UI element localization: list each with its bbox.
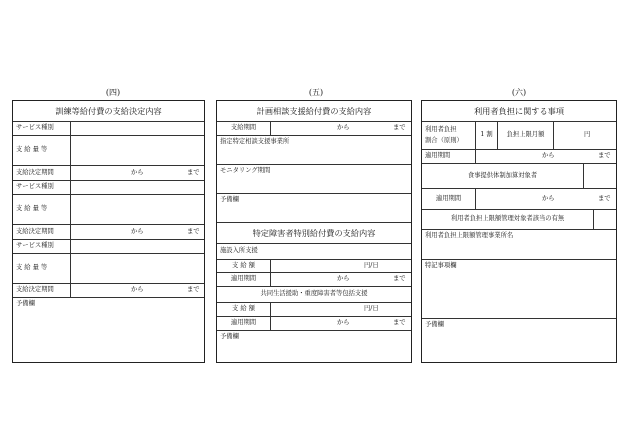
service-type-label: サービス種別 <box>13 181 71 194</box>
designated-office-label: 指定特定相談支援事業所 <box>220 138 290 145</box>
burden-ratio-label-line2: 割合（原則） <box>425 136 463 144</box>
to-text: まで <box>187 227 200 235</box>
from-text: から <box>337 275 350 283</box>
yen-text: 円 <box>584 131 591 139</box>
special-notes-label: 特記事項欄 <box>425 262 457 269</box>
amount-label: 支 給 量 等 <box>13 195 71 224</box>
burden-ratio-value: 1 割 <box>476 122 498 149</box>
to-text: まで <box>393 124 406 132</box>
amount-label: 支 給 額 <box>217 303 271 316</box>
service-type-label: サービス種別 <box>13 240 71 253</box>
group-home-label: 共同生活援助・重度障害者等包括支援 <box>260 290 368 298</box>
section-header-4: (四) <box>105 88 121 97</box>
apply-period-label: 適用期間 <box>217 273 271 286</box>
per-day-text: 円/日 <box>364 305 379 313</box>
apply-period-label: 適用期間 <box>422 150 476 163</box>
cap-management-office-label: 利用者負担上限額管理事業所名 <box>425 232 514 239</box>
apply-period-label: 適用期間 <box>217 317 271 330</box>
to-text: まで <box>393 275 406 283</box>
from-text: から <box>131 286 144 294</box>
notes-label: 予備欄 <box>16 300 35 307</box>
from-text: から <box>131 168 144 176</box>
decision-period-label: 支給決定期間 <box>13 225 71 239</box>
notes-label: 予備欄 <box>220 333 239 340</box>
from-text: から <box>337 124 350 132</box>
per-day-text: 円/日 <box>364 261 379 269</box>
to-text: まで <box>393 319 406 327</box>
meal-subsidy-label: 食事提供体制加算対象者 <box>422 164 584 188</box>
amount-label: 支 給 額 <box>217 260 271 272</box>
from-text: から <box>542 194 555 202</box>
cap-management-label: 利用者負担上限額管理対象者該当の有無 <box>422 210 594 229</box>
notes-label: 予備欄 <box>425 321 444 328</box>
panel-title: 計画相談支援給付費の支給内容 <box>256 105 372 116</box>
service-type-label: サービス種別 <box>13 122 71 135</box>
to-text: まで <box>187 168 200 176</box>
monitoring-period-label: モニタリング期間 <box>220 167 271 174</box>
panel-title: 訓練等給付費の支給決定内容 <box>55 105 162 116</box>
notes-label: 予備欄 <box>220 196 239 203</box>
period-label: 支給期間 <box>217 122 271 135</box>
panel-title: 利用者負担に関する事項 <box>473 105 565 116</box>
from-text: から <box>542 152 555 160</box>
burden-ratio-label-line1: 利用者負担 <box>425 126 457 134</box>
section-header-6: (六) <box>511 88 527 97</box>
to-text: まで <box>187 286 200 294</box>
section-header-5: (五) <box>308 88 324 97</box>
decision-period-label: 支給決定期間 <box>13 284 71 297</box>
apply-period-label: 適用期間 <box>422 189 476 209</box>
training-benefit-panel <box>12 100 205 363</box>
to-text: まで <box>598 194 611 202</box>
user-burden-panel <box>421 100 617 363</box>
from-text: から <box>131 227 144 235</box>
panel-subtitle: 特定障害者特別給付費の支給内容 <box>252 227 376 238</box>
decision-period-label: 支給決定期間 <box>13 166 71 180</box>
amount-label: 支 給 量 等 <box>13 254 71 283</box>
consultation-benefit-panel <box>216 100 412 363</box>
amount-label: 支 給 量 等 <box>13 136 71 165</box>
facility-support-label: 施設入所支援 <box>220 247 258 255</box>
from-text: から <box>337 319 350 327</box>
to-text: まで <box>598 152 611 160</box>
monthly-cap-label: 負担上限月額 <box>498 122 554 149</box>
